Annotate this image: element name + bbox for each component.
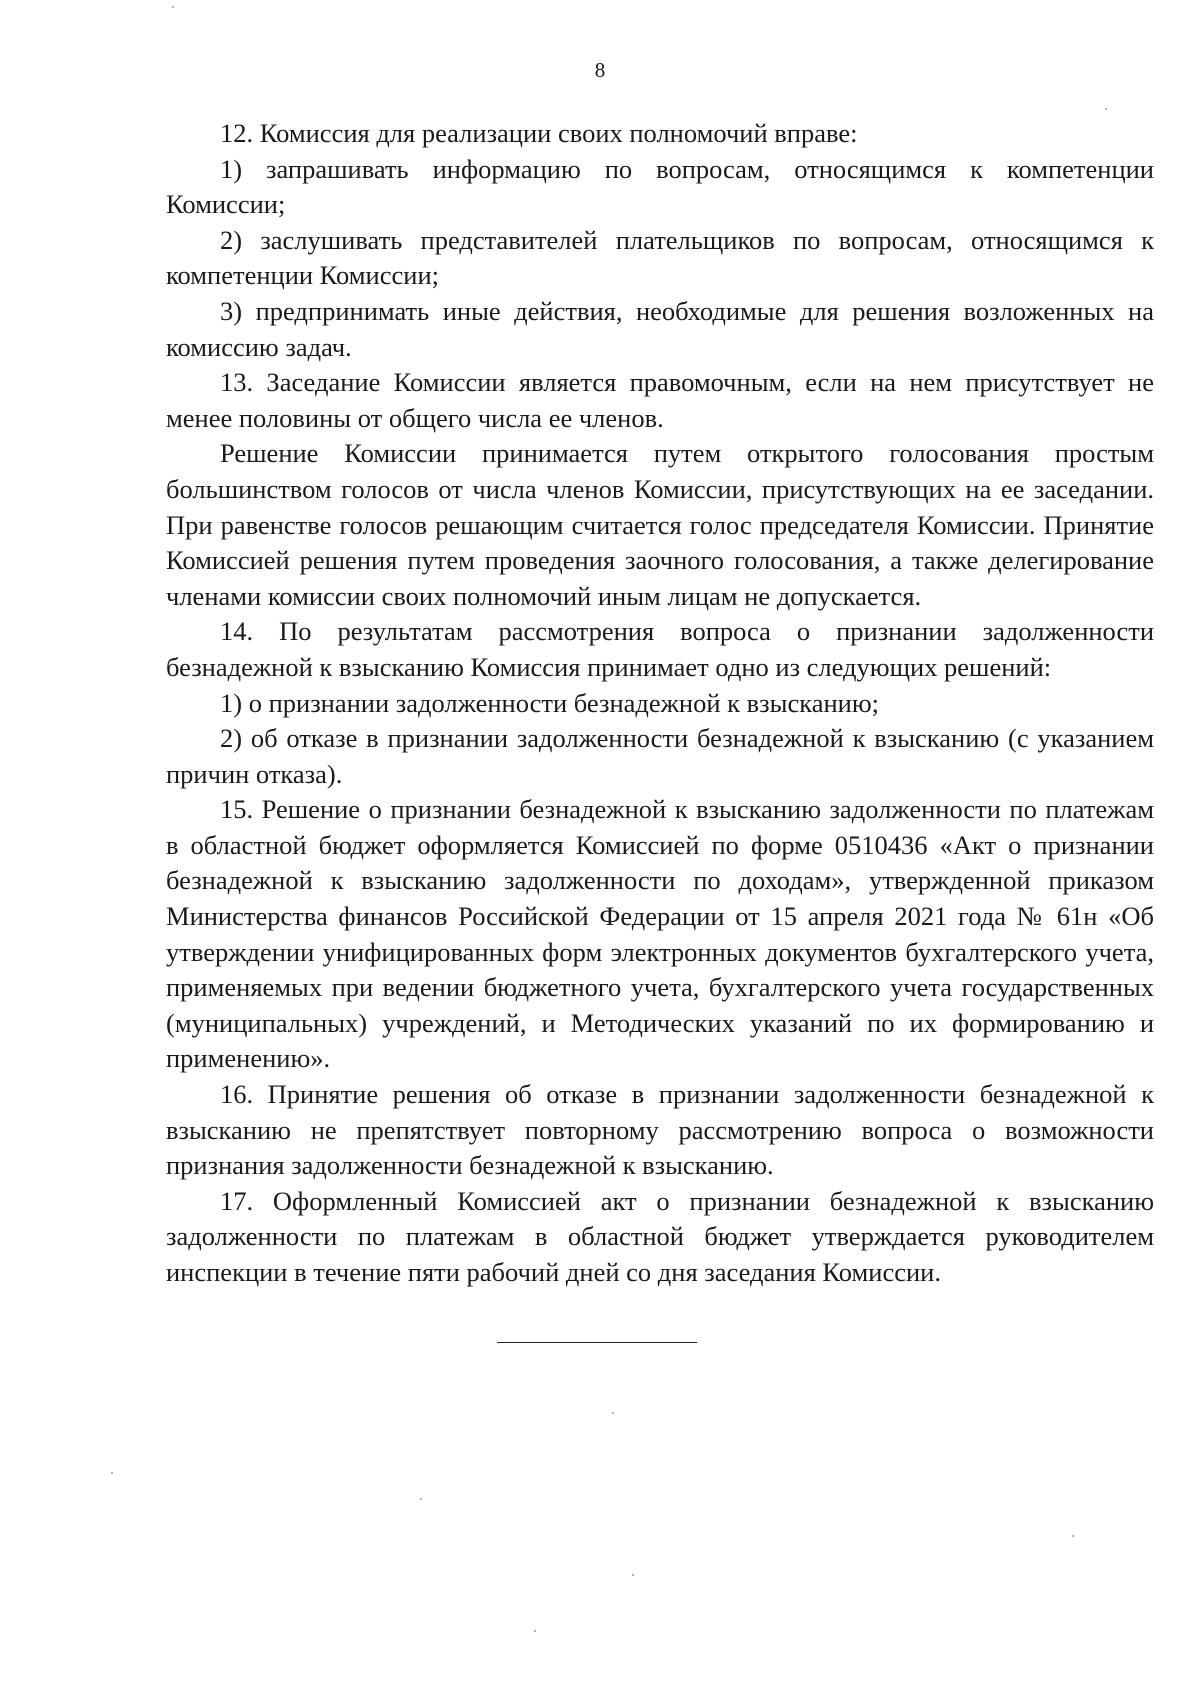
scan-speck	[1072, 1535, 1074, 1537]
paragraph-12-item-3: 3) предпринимать иные действия, необходимые для решения возложенных на комиссию задач.	[166, 295, 1154, 362]
paragraph-17: 17. Оформленный Комиссией акт о признании безнадежной к взысканию задолженности по платежам в областной бюджет утверждается руководителем инспекции в течение пяти рабочий дней со дня заседания Комиссии.	[166, 1185, 1154, 1287]
scan-speck	[632, 1574, 634, 1576]
scan-speck	[172, 6, 174, 8]
document-body	[166, 116, 1154, 1291]
scan-speck	[534, 1630, 536, 1632]
scan-speck	[111, 1472, 113, 1474]
page-number: 8	[594, 58, 606, 82]
paragraph-13-decision: Решение Комиссии принимается путем открытого голосования простым большинством голосов от числа членов Комиссии, присутствующих на ее заседании. При равенстве голосов решающим считается голос председателя Комиссии. Принятие Комиссией решения путем проведения заочного голосования, а также делегирование членами комиссии своих полномочий иным лицам не допускается.	[166, 438, 1154, 611]
paragraph-12-item-2: 2) заслушивать представителей плательщиков по вопросам, относящимся к компетенции Комиссии;	[166, 224, 1154, 291]
paragraph-12-intro: 12. Комиссия для реализации своих полномочий вправе:	[220, 118, 858, 148]
paragraph-14-item-1: 1) о признании задолженности безнадежной к взысканию;	[220, 687, 879, 718]
scan-speck	[1105, 108, 1107, 110]
closing-rule	[497, 1342, 697, 1343]
paragraph-16: 16. Принятие решения об отказе в признании задолженности безнадежной к взысканию не препятствует повторному рассмотрению вопроса о возможности признания задолженности безнадежной к взысканию.	[166, 1079, 1154, 1181]
paragraph-12-item-1: 1) запрашивать информацию по вопросам, относящимся к компетенции Комиссии;	[166, 153, 1154, 220]
paragraph-13: 13. Заседание Комиссии является правомочным, если на нем присутствует не менее половины от общего числа ее членов.	[166, 367, 1154, 433]
scan-speck	[420, 1498, 422, 1500]
paragraph-14-intro: 14. По результатам рассмотрения вопроса о признании задолженности безнадежной к взысканию Комиссия принимает одно из следующих решений:	[166, 616, 1154, 682]
paragraph-14-item-2: 2) об отказе в признании задолженности безнадежной к взысканию (с указанием причин отказа).	[166, 723, 1154, 789]
scan-speck	[612, 1412, 614, 1414]
paragraph-15: 15. Решение о признании безнадежной к взысканию задолженности по платежам в областной бюджет оформляется Комиссией по форме 0510436 «Акт о признании безнадежной к взысканию задолженности по доходам», утвержденной приказом Министерства финансов Российской Федерации от 15 апреля 2021 года № 61н «Об утверждении унифицированных форм электронных документов бухгалтерского учета, применяемых при ведении бюджетного учета, бухгалтерского учета государственных (муниципальных) учреждений, и Методических указаний по их формированию и применению».	[166, 794, 1154, 1074]
